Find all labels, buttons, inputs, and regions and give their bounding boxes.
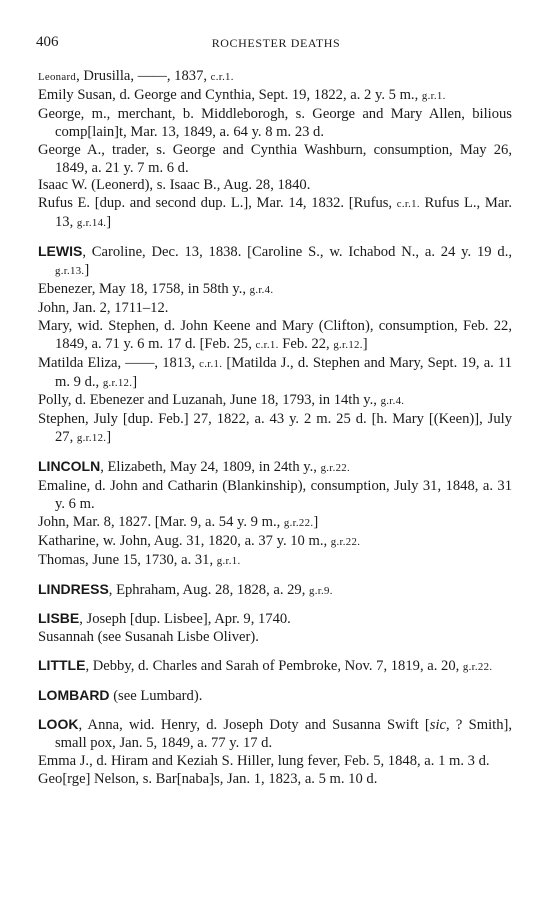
source-citation: c.r.1.	[396, 198, 420, 211]
record-text: , Joseph [dup. Lisbee], Apr. 9, 1740.	[79, 611, 291, 628]
source-citation: g.r.12.	[102, 376, 133, 389]
death-record	[38, 392, 512, 411]
record-text: ]	[84, 262, 90, 279]
source-citation: g.r.1.	[216, 554, 241, 567]
record-text: Emily Susan, d. George and Cynthia, Sept. 19, 1822, a. 2 y. 5 m.,	[38, 86, 422, 103]
record-text: Susannah (see Susanah Lisbe Oliver).	[38, 629, 259, 646]
death-record	[38, 629, 512, 647]
record-text: Matilda Eliza, ——, 1813,	[38, 354, 200, 371]
source-citation: g.r.1.	[421, 89, 446, 102]
death-record	[38, 411, 512, 448]
surname-heading: LISBE	[38, 610, 80, 627]
italic-note: sic	[429, 717, 446, 734]
source-citation: g.r.13.	[55, 265, 85, 278]
record-text: Emaline, d. John and Catharin (Blankinship), consumption, July 31, 1848, a. 31 y. 6 m.	[38, 478, 512, 512]
death-record	[38, 610, 512, 629]
record-text: John, Jan. 2, 1711–12.	[38, 299, 169, 316]
record-text: , Elizabeth, May 24, 1809, in 24th y.,	[100, 459, 321, 476]
source-citation: g.r.12.	[76, 432, 107, 445]
record-text: ]	[106, 214, 112, 231]
source-citation: g.r.22.	[330, 535, 361, 548]
surname-group	[38, 687, 512, 706]
page-number: 406	[36, 34, 59, 50]
record-text: Stephen, July [dup. Feb.] 27, 1822, a. 43 y. 2 m. 25 d. [h. Mary [(Keen)], July 27,	[38, 411, 512, 446]
surname-group	[38, 716, 512, 789]
death-record	[38, 142, 512, 178]
death-record	[38, 771, 512, 789]
record-text: Polly, d. Ebenezer and Luzanah, June 18, 1793, in 14th y.,	[38, 392, 381, 409]
source-citation: g.r.9.	[309, 584, 333, 597]
record-text: ]	[132, 373, 138, 390]
record-text: , Caroline, Dec. 13, 1838. [Caroline S., w. Ichabod N., a. 24 y. 19 d.,	[82, 244, 512, 261]
record-text: Rufus E. [dup. and second dup. L.], Mar. 14, 1832. [Rufus,	[38, 195, 397, 212]
record-text: , Anna, wid. Henry, d. Joseph Doty and Susanna Swift [	[78, 717, 430, 734]
record-text: Thomas, June 15, 1730, a. 31,	[38, 551, 217, 568]
source-citation: c.r.1.	[255, 338, 279, 351]
source-citation: g.r.4.	[380, 395, 405, 408]
death-record	[38, 458, 512, 478]
surname-heading: LOMBARD	[38, 687, 110, 704]
record-text: Isaac W. (Leonerd), s. Isaac B., Aug. 28, 1840.	[38, 177, 311, 194]
death-record	[38, 177, 512, 195]
surname-group	[38, 458, 512, 570]
death-record	[38, 687, 512, 706]
surname-heading: LITTLE	[38, 657, 86, 674]
surname-heading: LOOK	[38, 716, 79, 733]
surname-group	[38, 243, 512, 448]
surname-heading: LINCOLN	[38, 458, 101, 475]
source-citation: Leonard	[38, 71, 77, 83]
death-record	[38, 478, 512, 514]
death-record	[38, 581, 512, 601]
surname-heading: LEWIS	[38, 243, 83, 260]
death-record	[38, 716, 512, 753]
record-text: , Drusilla, ——, 1837,	[76, 68, 211, 84]
record-text: , ? Smith], small pox, Jan. 5, 1849, a. 77 y. 17 d.	[55, 717, 512, 751]
death-record	[38, 281, 512, 300]
record-text: , Debby, d. Charles and Sarah of Pembroke, Nov. 7, 1819, a. 20,	[85, 658, 463, 675]
record-text: , Ephraham, Aug. 28, 1828, a. 29,	[108, 581, 310, 598]
source-citation: g.r.14.	[76, 217, 107, 230]
record-text: ]	[313, 513, 319, 530]
record-text: Emma J., d. Hiram and Keziah S. Hiller, lung fever, Feb. 5, 1848, a. 1 m. 3 d.	[38, 752, 490, 769]
death-record	[38, 87, 512, 106]
death-record	[38, 243, 512, 281]
source-citation: g.r.4.	[249, 283, 274, 296]
record-list	[38, 68, 512, 789]
surname-group	[38, 581, 512, 601]
source-citation: g.r.22.	[283, 516, 314, 529]
page-header	[36, 34, 516, 52]
source-citation: g.r.22.	[320, 462, 350, 475]
record-text: Rufus L., Mar. 13,	[55, 195, 512, 231]
death-record	[38, 552, 512, 571]
death-record	[38, 300, 512, 318]
surname-group	[38, 657, 512, 677]
surname-heading: LINDRESS	[38, 580, 109, 597]
surname-group	[38, 68, 512, 233]
running-title: ROCHESTER DEATHS	[211, 36, 341, 50]
record-text: ]	[106, 429, 112, 446]
record-text: ]	[362, 335, 368, 352]
record-text: [Matilda J., d. Stephen and Mary, Sept. 19, a. 11 m. 9 d.,	[55, 354, 512, 390]
record-text: Mary, wid. Stephen, d. John Keene and Mary (Clifton), consumption, Feb. 22, 1849, a. 71 y. 6 m. 17 d. [Feb. 25,	[38, 317, 512, 352]
record-text: Katharine, w. John, Aug. 31, 1820, a. 37 y. 10 m.,	[38, 532, 331, 549]
death-record	[38, 68, 512, 87]
source-citation: g.r.12.	[333, 338, 363, 351]
death-record	[38, 533, 512, 552]
record-text: Ebenezer, May 18, 1758, in 58th y.,	[38, 280, 250, 297]
death-record	[38, 355, 512, 393]
death-record	[38, 514, 512, 533]
record-text: George, m., merchant, b. Middleborogh, s. George and Mary Allen, bilious comp[lain]t, Mar. 13, 1849, a. 64 y. 8 m. 23 d.	[38, 105, 512, 140]
source-citation: c.r.1.	[199, 357, 223, 370]
surname-group	[38, 610, 512, 647]
record-text: John, Mar. 8, 1827. [Mar. 9, a. 54 y. 9 m.,	[38, 513, 284, 530]
death-record	[38, 318, 512, 355]
death-record	[38, 195, 512, 233]
record-text: Feb. 22,	[278, 335, 334, 352]
record-text: George A., trader, s. George and Cynthia Washburn, consumption, May 26, 1849, a. 21 y. 7 m. 6 d.	[38, 141, 512, 176]
record-text: Geo[rge] Nelson, s. Bar[naba]s, Jan. 1, 1823, a. 5 m. 10 d.	[38, 770, 378, 787]
source-citation: c.r.1.	[210, 71, 234, 83]
death-record	[38, 657, 512, 677]
death-record	[38, 106, 512, 142]
source-citation: g.r.22.	[462, 661, 493, 674]
record-text: (see Lumbard).	[109, 688, 203, 705]
death-record	[38, 753, 512, 771]
